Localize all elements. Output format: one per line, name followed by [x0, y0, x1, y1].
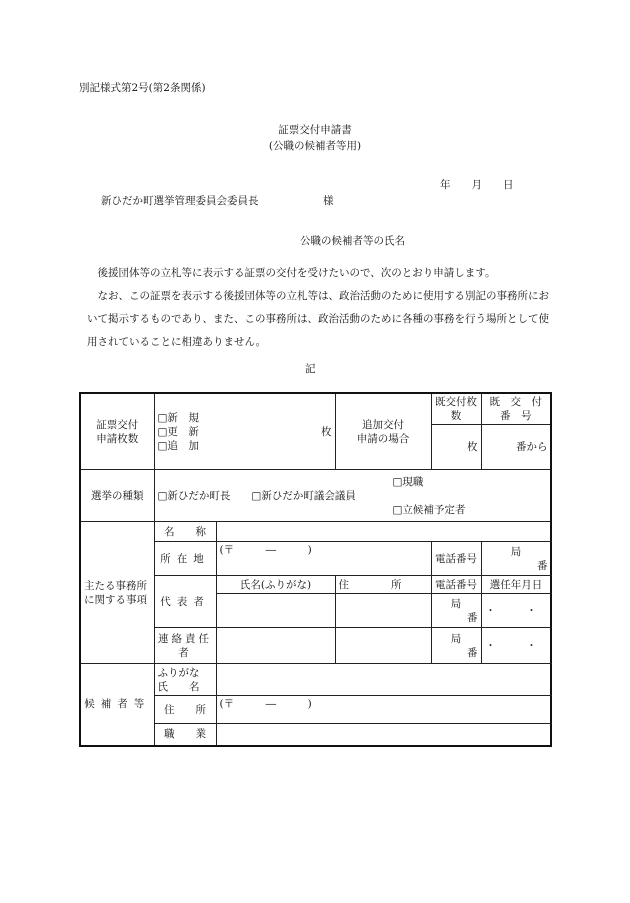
candidate-address-label: 住 所 [154, 696, 216, 724]
election-type-label: 選挙の種類 [80, 470, 154, 522]
contact-phone-field[interactable] [431, 628, 481, 664]
opt-new[interactable]: □新 規 [157, 411, 199, 424]
form-number: 別記様式第2号(第2条関係) [79, 82, 206, 94]
number-from: 番から [481, 425, 551, 470]
office-address-label: 所在地 [154, 542, 216, 576]
status-candidate[interactable]: □立候補予定者 [392, 503, 466, 516]
issued-number-label: 既 交 付 番 号 [481, 393, 551, 425]
paragraph-request: 後援団体等の立札等に表示する証票の交付を受けたいので、次のとおり申請します。 [87, 267, 496, 279]
candidate-postal-field[interactable]: (〒 ― ) [216, 696, 551, 724]
rep-name-label: 氏名(ふりがな) [216, 576, 335, 594]
additional-label: 追加交付 申請の場合 [335, 393, 431, 470]
kyoku-label: 局 [510, 545, 522, 558]
representative-label: 代表者 [154, 576, 216, 628]
shimei-label: 氏 名 [157, 680, 200, 693]
office-name-label: 名 称 [154, 522, 216, 542]
ki-heading: 記 [305, 363, 316, 375]
rep-phone-field[interactable] [431, 594, 481, 628]
rep-date-field[interactable]: ・ ・ [481, 594, 551, 628]
contact-date-field[interactable]: ・ ・ [481, 628, 551, 664]
sheets-unit: 枚 [265, 393, 335, 470]
contact-label: 連絡責任者 [154, 628, 216, 664]
issue-count-label: 証票交付 申請枚数 [80, 393, 154, 470]
applicant-name-label: 公職の候補者等の氏名 [300, 235, 405, 247]
office-section-label: 主たる事務所に関する事項 [80, 522, 154, 664]
candidate-section-label: 候補者等 [80, 664, 154, 746]
honorific: 様 [323, 195, 334, 207]
rep-address-field[interactable] [335, 594, 431, 628]
opt-add[interactable]: □追 加 [157, 439, 199, 452]
addressee: 新ひだか町選挙管理委員会委員長 [101, 195, 259, 207]
office-name-field[interactable] [216, 522, 551, 542]
kyoku-label: 局 [450, 632, 462, 645]
appointment-date-label: 選任年月日 [481, 576, 551, 594]
office-phone-field[interactable] [481, 542, 551, 576]
election-council[interactable]: □新ひだか町議会議員 [251, 489, 356, 502]
ban-label: 番 [467, 611, 478, 624]
issued-count-label: 既交付枚数 [431, 393, 481, 425]
paragraph-declaration: なお、この証票を表示する後援団体等の立札等は、政治活動のために使用する別記の事務所において掲示するものであり、また、この事務所は、政治活動のために各種の事務を行う場所として使用されていることに相違ありません。 [87, 290, 549, 348]
issue-type-options [154, 393, 265, 470]
status-current[interactable]: □現職 [392, 475, 424, 488]
candidate-name-field[interactable] [216, 664, 551, 696]
ban-label: 番 [537, 559, 548, 572]
ban-label: 番 [467, 646, 478, 659]
office-postal-field[interactable]: (〒 ― ) [216, 542, 431, 576]
rep-name-field[interactable] [216, 594, 335, 628]
opt-renew[interactable]: □更 新 [157, 425, 199, 438]
document-title: 証票交付申請書 [278, 124, 352, 136]
occupation-label: 職 業 [154, 724, 216, 746]
election-type-options [154, 470, 551, 522]
contact-address-field[interactable] [335, 628, 431, 664]
contact-name-field[interactable] [216, 628, 335, 664]
office-phone-label: 電話番号 [431, 542, 481, 576]
issued-sheets: 枚 [431, 425, 481, 470]
document-subtitle: (公職の候補者等用) [268, 140, 362, 152]
candidate-name-label [154, 664, 216, 696]
application-table [79, 392, 552, 747]
rep-address-label: 住 所 [335, 576, 431, 594]
furigana-label: ふりがな [157, 666, 200, 679]
election-mayor[interactable]: □新ひだか町長 [157, 489, 231, 502]
rep-phone-label: 電話番号 [431, 576, 481, 594]
occupation-field[interactable] [216, 724, 551, 746]
date-line: 年 月 日 [440, 179, 514, 191]
kyoku-label: 局 [450, 597, 462, 610]
